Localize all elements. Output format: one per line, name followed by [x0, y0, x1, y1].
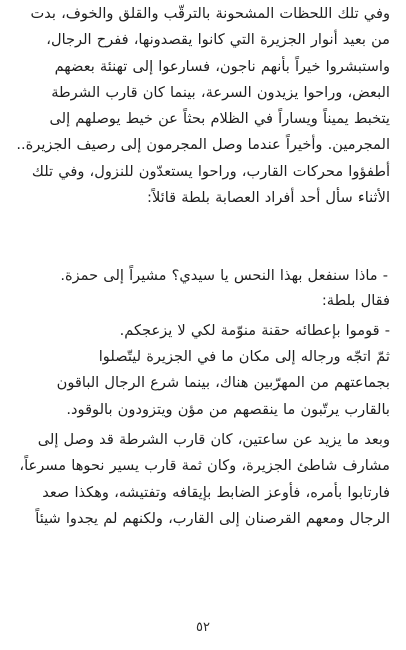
text-line: فارتابوا بأمره، فأوعز الضابط بإيقافه وتفتيشه، وهكذا صعد: [42, 483, 390, 501]
dialogue-answer: [20, 318, 390, 344]
text-line: واستبشروا خيراً بأنهم ناجون، فسارعوا إلى تهنئة بعضهم: [54, 57, 390, 75]
page-number: ٥٢: [196, 620, 210, 635]
text-line: البعض، وراحوا يزيدون السرعة، بينما كان قارب الشرطة: [51, 83, 390, 101]
text-line: الأثناء سأل أحد أفراد العصابة بلطة قائلاً:: [147, 189, 390, 207]
text-line: ثمّ اتجّه ورجاله إلى مكان ما في الجزيرة ليتّصلوا: [98, 348, 390, 365]
text-line: يتخبط يميناً ويساراً في الظلام بحثاً عن خيط يوصلهم إلى: [49, 110, 390, 128]
text-line: أطفؤوا محركات القارب، وراحوا يستعدّون للنزول، وفي تلك: [31, 162, 390, 180]
text-line: بجماعتهم من المهرّبين هناك، بينما شرع الرجال الباقون: [56, 374, 390, 392]
text-line: بالقارب يرتّبون ما ينقصهم من مؤن ويتزودون بالوقود.: [66, 400, 390, 418]
text-line: - قوموا بإعطائه حقنة منوّمة لكي لا يزعجكم.: [119, 322, 390, 339]
dialogue-question: [20, 263, 388, 289]
text-line: وبعد ما يزيد عن ساعتين، كان قارب الشرطة قد وصل إلى: [37, 431, 390, 448]
paragraph-departure: [20, 344, 390, 423]
text-line: مشارف شاطئ الجزيرة، وكان ثمة قارب يسير نحوها مسرعاً،: [19, 457, 390, 475]
text-line: المجرمين. وأخيراً عندما وصل المجرمون إلى رصيف الجزيرة..: [16, 136, 390, 154]
text-line: من بعيد أنوار الجزيرة التي كانوا يقصدونها، ففرح الرجال،: [46, 31, 390, 49]
text-line: فقال بلطة:: [321, 292, 390, 309]
text-line: وفي تلك اللحظات المشحونة بالترقّب والقلق والخوف، بدت: [30, 5, 390, 22]
text-line: الرجال ومعهم القرصنان إلى القارب، ولكنهم لم يجدوا شيئاً: [35, 509, 390, 527]
paragraph-arrival: [16, 1, 390, 211]
dialogue-speaker: [20, 288, 390, 314]
text-line: - ماذا سنفعل بهذا النحس يا سيدي؟ مشيراً إلى حمزة.: [60, 267, 388, 284]
paragraph-police-boat: [20, 427, 390, 532]
